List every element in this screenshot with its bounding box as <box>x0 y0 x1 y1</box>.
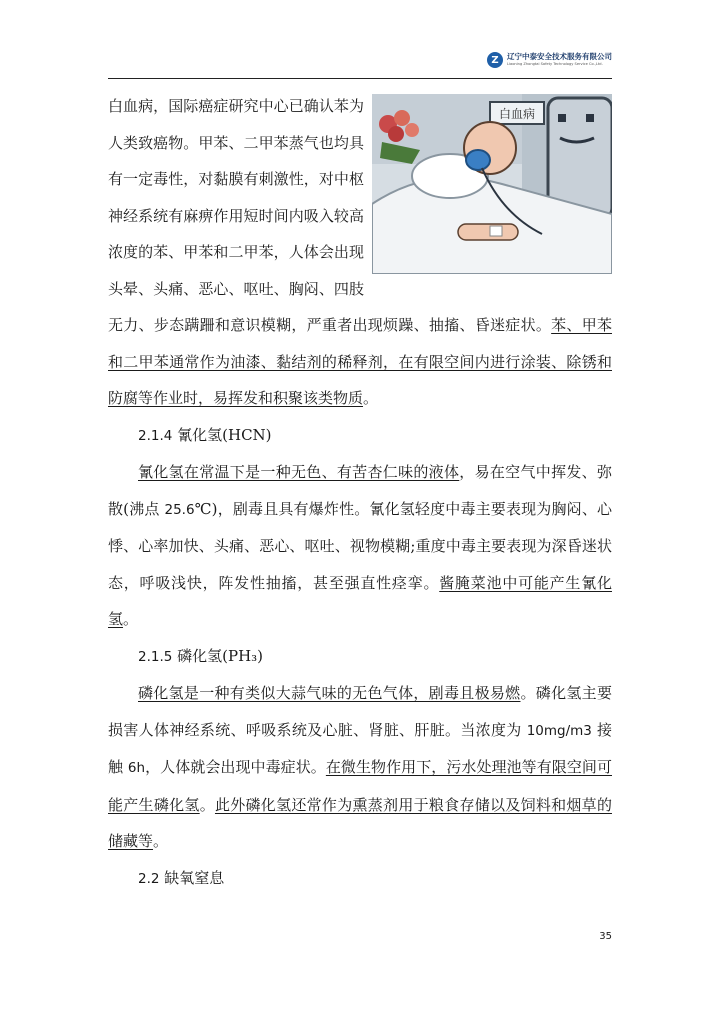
punct: 。 <box>153 832 169 850</box>
page-header <box>108 50 612 79</box>
hcn-text-2: ℃)，剧毒且具有爆炸性。氰化氢轻度中毒主要表现为胸闷、心悸、心率加快、头痛、恶心、呕吐、视物模糊;重度中毒主要表现为深昏迷状态，呼吸浅快，阵发性抽搐，甚至强直性痉挛。 <box>108 499 612 592</box>
heading-hcn-num: 2.1.4 <box>138 427 173 444</box>
ph3-text-2: 接触 <box>108 720 612 776</box>
punct: 。 <box>363 389 379 407</box>
heading-section-2-2 <box>138 860 612 898</box>
company-logo <box>487 52 612 68</box>
benzene-text: 白血病，国际癌症研究中心已确认苯为人类致癌物。甲苯、二甲苯蒸气也均具有一定毒性，对黏膜有刺激性，对中枢神经系统有麻痹作用短时间内吸入较高浓度的苯、甲苯和二甲苯，人体会出现头晕、头痛、恶心、呕吐、胸闷、四肢无力、步态蹒跚和意识模糊，严重者出现烦躁、抽搐、昏迷症状。 <box>108 97 552 334</box>
ph3-underlined-3: 此外磷化氢还常作为熏蒸剂用于粮食存储以及饲料和烟草的储藏等 <box>108 795 612 850</box>
ph3-text-4: 。 <box>199 795 215 814</box>
hcn-text-1: ，易在空气中挥发、弥散(沸点 <box>108 463 612 518</box>
paragraph-hcn <box>108 454 612 638</box>
heading-ph3-text: 磷化氢(PH₃) <box>177 646 264 665</box>
logo-icon: Z <box>487 52 503 68</box>
ph3-conc: 10mg/m3 <box>526 722 592 739</box>
heading-2-2-text: 缺氧窒息 <box>164 868 225 887</box>
hcn-underlined-2: 酱腌菜池中可能产生氰化氢 <box>108 573 612 628</box>
hcn-boiling: 25.6 <box>164 501 195 518</box>
heading-ph3 <box>138 638 612 676</box>
page-number: 35 <box>599 931 612 942</box>
hcn-underlined-1: 氰化氢在常温下是一种无色、有苦杏仁味的液体 <box>138 463 460 481</box>
heading-ph3-num: 2.1.5 <box>138 648 173 665</box>
sign-text: 白血病 <box>498 107 536 121</box>
company-name-en: Liaoning Zhongtai Safety Technology Service Co.,Ltd. <box>507 61 603 66</box>
ph3-underlined-2: 在微生物作用下，污水处理池等有限空间可能产生磷化氢 <box>108 758 612 814</box>
ph3-text-3: ，人体就会出现中毒症状。 <box>145 758 326 776</box>
company-name-cn: 辽宁中泰安全技术服务有限公司 <box>507 52 612 62</box>
ph3-text-1: 。磷化氢主要损害人体神经系统、呼吸系统及心脏、肾脏、肝脏。当浓度为 <box>108 684 612 739</box>
benzene-underlined: 苯、甲苯和二甲苯通常作为油漆、黏结剂的稀释剂，在有限空间内进行涂装、除锈和防腐等作业时，易挥发和积聚该类物质 <box>108 316 612 407</box>
heading-hcn <box>138 417 612 455</box>
heading-hcn-text: 氰化氢(HCN) <box>177 425 272 444</box>
patient-illustration <box>372 94 612 274</box>
ph3-underlined-1: 磷化氢是一种有类似大蒜气味的无色气体，剧毒且极易燃 <box>138 684 521 702</box>
document-body <box>108 88 612 897</box>
ph3-hours: 6h <box>127 760 146 776</box>
paragraph-ph3 <box>108 675 612 860</box>
heading-2-2-num: 2.2 <box>138 870 160 887</box>
punct: 。 <box>123 610 139 628</box>
